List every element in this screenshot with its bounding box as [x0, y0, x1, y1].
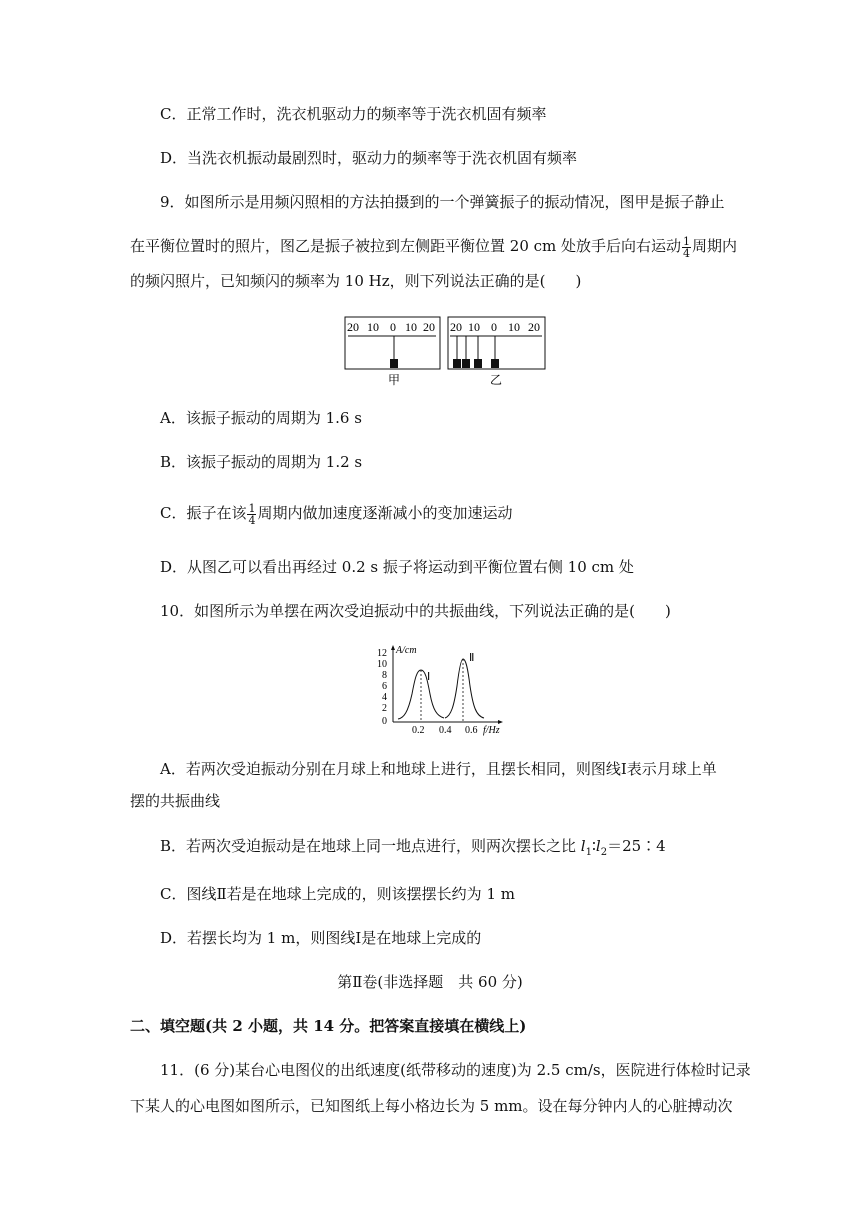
- l1-subscript: 1: [585, 847, 592, 858]
- q9-stem-line1: 9．如图所示是用频闪照相的方法拍摄到的一个弹簧振子的振动情况，图甲是振子静止: [160, 193, 725, 211]
- q9-stem-line3: 的频闪照片，已知频闪的频率为 10 Hz，则下列说法正确的是( ): [130, 272, 582, 290]
- yi-oscillator-4: [491, 359, 499, 368]
- yi-tick-1: 10: [468, 320, 480, 334]
- l2-subscript: 2: [600, 847, 608, 858]
- y-tick-12: 12: [377, 648, 387, 659]
- l2-symbol: l: [595, 837, 601, 855]
- quarter-fraction: $\frac{1}{4}$: [683, 234, 691, 260]
- y-tick-6: 6: [382, 681, 387, 692]
- q10-option-c: C．图线Ⅱ若是在地球上完成的，则该摆摆长约为 1 m: [160, 885, 515, 903]
- x-tick-0.6: 0.6: [465, 725, 478, 736]
- quarter-fraction: $\frac{1}{4}$: [248, 501, 256, 527]
- q9-option-d: D．从图乙可以看出再经过 0.2 s 振子将运动到平衡位置右侧 10 cm 处: [160, 558, 634, 576]
- y-tick-10: 10: [377, 659, 387, 670]
- section-title: 第Ⅱ卷(非选择题 共 60 分): [337, 973, 523, 991]
- yi-label: 乙: [490, 373, 503, 387]
- q11-line1: 11．(6 分)某台心电图仪的出纸速度(纸带移动的速度)为 2.5 cm/s，医院进行体检时记录: [160, 1061, 751, 1079]
- y-tick-8: 8: [382, 670, 387, 681]
- y-axis-arrow: [391, 645, 395, 650]
- q9-stem-line2: [130, 235, 737, 259]
- l1-symbol: l: [580, 837, 586, 855]
- q9-option-c-pre: C．振子在该: [160, 504, 247, 522]
- y-tick-4: 4: [382, 692, 387, 703]
- x-tick-0.2: 0.2: [412, 725, 425, 736]
- jia-tick-1: 10: [367, 320, 379, 334]
- q9-stem-line2-tail: 周期内: [692, 237, 738, 255]
- q9-option-b: B．该振子振动的周期为 1.2 s: [160, 453, 363, 471]
- jia-tick-3: 10: [405, 320, 417, 334]
- y-tick-2: 2: [382, 703, 387, 714]
- x-axis-arrow: [498, 720, 503, 724]
- q10-option-b-pre: B．若两次受迫振动是在地球上同一地点进行，则两次摆长之比: [160, 837, 581, 855]
- part-two-heading: 二、填空题(共 2 小题，共 14 分。把答案直接填在横线上): [130, 1017, 527, 1035]
- y-tick-0: 0: [382, 716, 387, 727]
- jia-tick-2: 0: [390, 320, 396, 334]
- q10-option-d: D．若摆长均为 1 m，则图线Ⅰ是在地球上完成的: [160, 929, 482, 947]
- q10-option-a-line2: 摆的共振曲线: [130, 792, 221, 810]
- jia-label: 甲: [388, 373, 401, 387]
- x-axis-label: f/Hz: [483, 725, 500, 736]
- q10-option-a-line1: A．若两次受迫振动分别在月球上和地球上进行，且摆长相同，则图线Ⅰ表示月球上单: [160, 760, 717, 778]
- yi-tick-2: 0: [491, 320, 497, 334]
- q10-option-b-post: ＝25∶4: [607, 837, 666, 855]
- q9-option-c: [160, 502, 513, 526]
- q8-option-d: D．当洗衣机振动最剧烈时，驱动力的频率等于洗衣机固有频率: [160, 149, 578, 167]
- q9-option-c-post: 周期内做加速度逐渐减小的变加速运动: [257, 504, 513, 522]
- y-axis-label: A/cm: [396, 645, 417, 656]
- jia-tick-0: 20: [347, 320, 359, 334]
- q10-stem: 10．如图所示为单摆在两次受迫振动中的共振曲线，下列说法正确的是( ): [160, 602, 671, 620]
- jia-tick-4: 20: [423, 320, 435, 334]
- yi-oscillator-3: [474, 359, 482, 368]
- ratio-colon: ∶: [591, 837, 596, 855]
- q9-stem-line2-text: 在平衡位置时的照片，图乙是振子被拉到左侧距平衡位置 20 cm 处放手后向右运动: [130, 237, 682, 255]
- q11-line2: 下某人的心电图如图所示，已知图纸上每小格边长为 5 mm。设在每分钟内人的心脏搏动次: [130, 1097, 733, 1115]
- jia-oscillator: [390, 359, 398, 368]
- x-tick-0.4: 0.4: [439, 725, 452, 736]
- resonance-curve-2: [445, 659, 484, 718]
- yi-tick-0: 20: [450, 320, 462, 334]
- q10-option-b: [160, 835, 666, 864]
- yi-tick-3: 10: [508, 320, 520, 334]
- curve-2-label: Ⅱ: [469, 652, 475, 664]
- yi-oscillator-2: [462, 359, 470, 368]
- yi-oscillator-1: [453, 359, 461, 368]
- yi-tick-4: 20: [528, 320, 540, 334]
- resonance-chart: [360, 642, 520, 738]
- q8-option-c: C．正常工作时，洗衣机驱动力的频率等于洗衣机固有频率: [160, 105, 547, 123]
- q9-option-a: A．该振子振动的周期为 1.6 s: [160, 409, 362, 427]
- q9-strobe-figure: [340, 312, 552, 392]
- curve-1-label: Ⅰ: [427, 671, 431, 683]
